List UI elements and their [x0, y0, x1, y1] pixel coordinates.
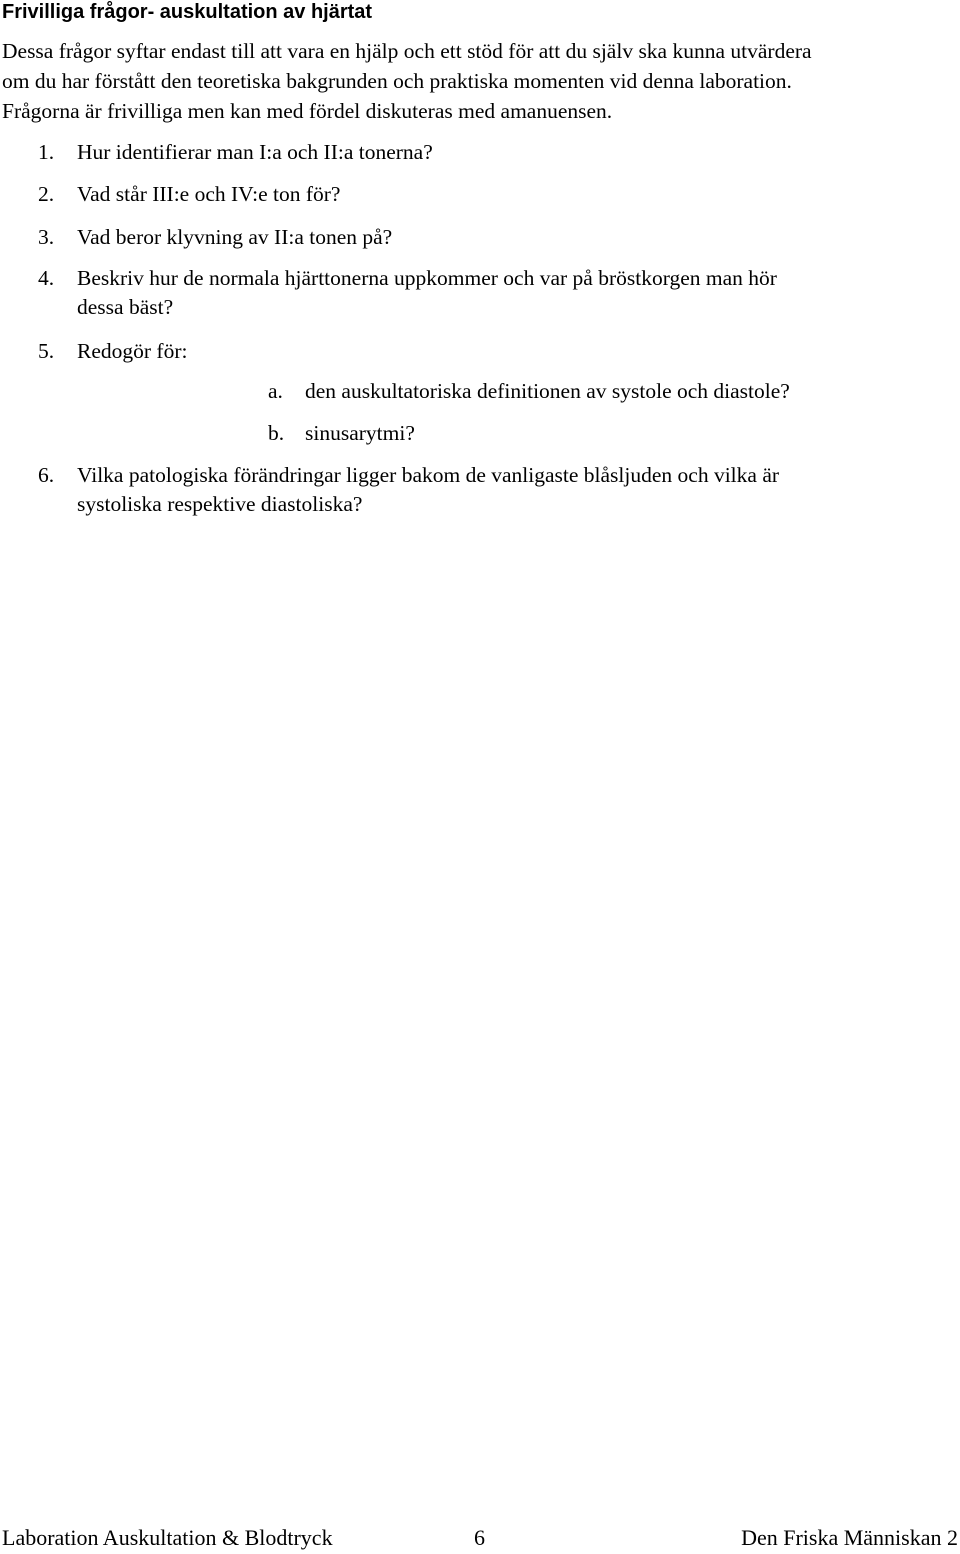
question-number: 5.: [38, 339, 55, 363]
question-text: Hur identifierar man I:a och II:a tonerna?: [77, 140, 433, 164]
intro-line: om du har förstått den teoretiska bakgrunden och praktiska momenten vid denna laboration.: [2, 69, 792, 93]
question-text: Vad står III:e och IV:e ton för?: [77, 182, 341, 206]
question-number: 4.: [38, 266, 55, 290]
intro-line: Frågorna är frivilliga men kan med fördel diskuteras med amanuensen.: [2, 99, 613, 123]
intro-line: Dessa frågor syftar endast till att vara en hjälp och ett stöd för att du själv ska kunna utvärdera: [2, 39, 812, 63]
question-text: Redogör för:: [77, 339, 188, 363]
question-number: 3.: [38, 225, 55, 249]
question-text: Vad beror klyvning av II:a tonen på?: [77, 225, 393, 249]
question-number: 2.: [38, 182, 55, 206]
subitem-text: den auskultatoriska definitionen av systole och diastole?: [305, 379, 790, 403]
intro-paragraph: [2, 36, 960, 126]
footer-page-number: 6: [474, 1525, 485, 1550]
page-footer: [0, 1522, 960, 1554]
subitem-text: sinusarytmi?: [305, 421, 415, 445]
footer-course-name: Den Friska Människan 2: [741, 1525, 958, 1550]
question-text: systoliska respektive diastoliska?: [77, 492, 363, 516]
question-text: Vilka patologiska förändringar ligger bakom de vanligaste blåsljuden och vilka är: [77, 463, 780, 487]
question-text: dessa bäst?: [77, 295, 174, 319]
question-number: 1.: [38, 140, 55, 164]
question-text: Beskriv hur de normala hjärttonerna uppkommer och var på bröstkorgen man hör: [77, 266, 777, 290]
question-number: 6.: [38, 463, 55, 487]
page-title: Frivilliga frågor- auskultation av hjärtat: [2, 1, 373, 23]
footer-course-title: Laboration Auskultation & Blodtryck: [2, 1525, 333, 1550]
subitem-letter: a.: [268, 379, 283, 403]
subitem-letter: b.: [268, 421, 285, 445]
